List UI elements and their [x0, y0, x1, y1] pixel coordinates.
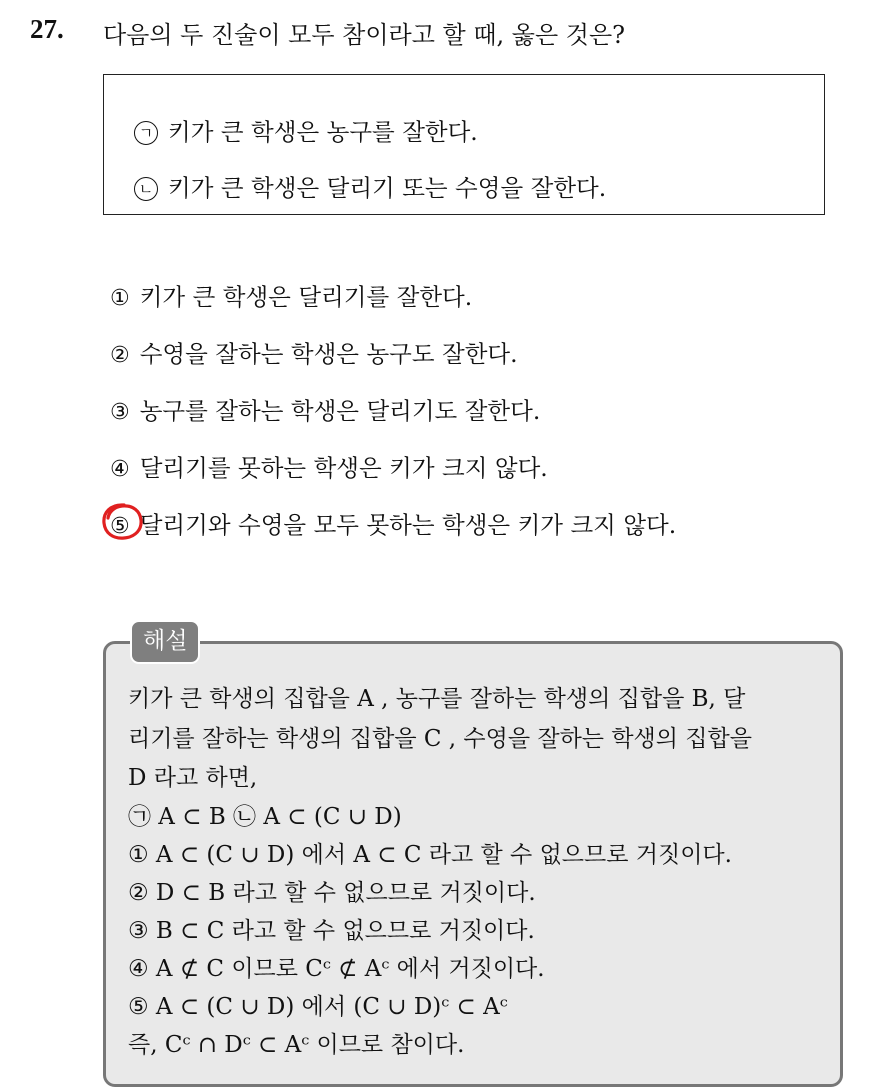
solution-step-statements: ㉠ A ⊂ B ㉡ A ⊂ (C ∪ D) [128, 804, 402, 830]
solution-intro-line-1: 키가 큰 학생의 집합을 A , 농구를 잘하는 학생의 집합을 B, 달 [128, 686, 746, 712]
option-3-number: ③ [110, 400, 130, 425]
option-4[interactable] [110, 449, 548, 483]
solution-intro-line-3: D 라고 하면, [128, 765, 258, 791]
solution-box [103, 641, 843, 1087]
solution-step-4: ④ A ⊄ C 이므로 Cᶜ ⊄ Aᶜ 에서 거짓이다. [128, 956, 545, 982]
solution-intro-line-2: 리기를 잘하는 학생의 집합을 C , 수영을 잘하는 학생의 집합을 [128, 726, 752, 752]
solution-step-3: ③ B ⊂ C 라고 할 수 없으므로 거짓이다. [128, 918, 535, 944]
option-4-text: 달리기를 못하는 학생은 키가 크지 않다. [139, 454, 548, 482]
option-3-text: 농구를 잘하는 학생은 달리기도 잘한다. [139, 397, 541, 425]
solution-conclusion: 즉, Cᶜ ∩ Dᶜ ⊂ Aᶜ 이므로 참이다. [128, 1032, 465, 1058]
statement-a-mark: ㄱ [134, 121, 158, 145]
option-2-number: ② [110, 343, 130, 368]
solution-step-2: ② D ⊂ B 라고 할 수 없으므로 거짓이다. [128, 880, 536, 906]
solution-label: 해설 [130, 620, 200, 664]
solution-step-5: ⑤ A ⊂ (C ∪ D) 에서 (C ∪ D)ᶜ ⊂ Aᶜ [128, 994, 508, 1020]
option-1-text: 키가 큰 학생은 달리기를 잘한다. [139, 283, 473, 311]
question-text: 다음의 두 진술이 모두 참이라고 할 때, 옳은 것은? [103, 21, 626, 49]
statement-a-text: 키가 큰 학생은 농구를 잘한다. [168, 118, 478, 146]
option-2[interactable] [110, 335, 518, 369]
option-1[interactable] [110, 278, 472, 312]
option-5-number: ⑤ [110, 514, 130, 539]
option-5-text: 달리기와 수영을 모두 못하는 학생은 키가 크지 않다. [139, 511, 677, 539]
statement-b-text: 키가 큰 학생은 달리기 또는 수영을 잘한다. [168, 174, 607, 202]
question-number: 27. [30, 14, 64, 44]
answer-circle-mark [100, 500, 150, 544]
statement-a [134, 113, 478, 147]
option-4-number: ④ [110, 457, 130, 482]
solution-step-1: ① A ⊂ (C ∪ D) 에서 A ⊂ C 라고 할 수 없으므로 거짓이다. [128, 842, 732, 868]
option-1-number: ① [110, 286, 130, 311]
option-2-text: 수영을 잘하는 학생은 농구도 잘한다. [139, 340, 518, 368]
statement-b [134, 169, 606, 203]
option-3[interactable] [110, 392, 540, 426]
option-5[interactable] [110, 506, 676, 540]
statement-box [103, 74, 825, 215]
statement-b-mark: ㄴ [134, 177, 158, 201]
